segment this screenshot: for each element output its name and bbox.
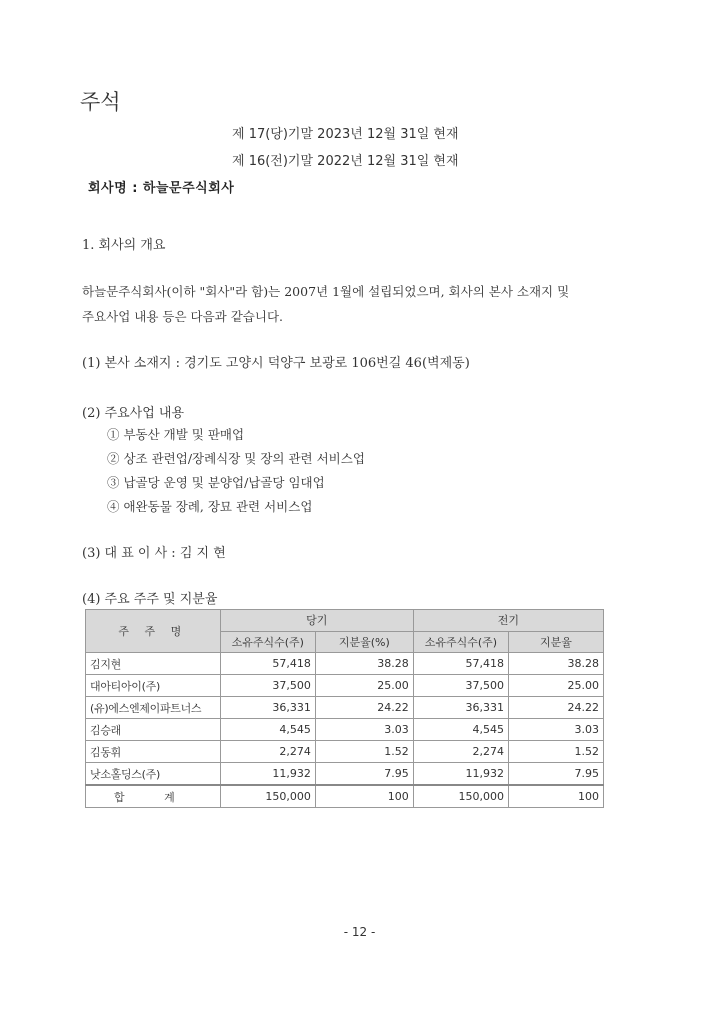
col-prior-ratio: 지분율 (509, 631, 604, 653)
current-ratio: 1.52 (315, 741, 413, 763)
table-row (86, 719, 604, 741)
prior-shares: 37,500 (413, 675, 508, 697)
total-prior-shares: 150,000 (413, 785, 508, 808)
current-ratio: 24.22 (315, 697, 413, 719)
shareholder-name: 김지현 (86, 653, 221, 675)
total-current-shares: 150,000 (220, 785, 315, 808)
total-label: 합 계 (86, 785, 221, 808)
shareholders-table (85, 609, 604, 808)
prior-shares: 11,932 (413, 763, 508, 786)
prior-ratio: 24.22 (509, 697, 604, 719)
table-row (86, 697, 604, 719)
prior-shares: 4,545 (413, 719, 508, 741)
shareholder-name: 대아티아이(주) (86, 675, 221, 697)
prior-ratio: 7.95 (509, 763, 604, 786)
table-row (86, 675, 604, 697)
prior-shares: 57,418 (413, 653, 508, 675)
headquarters-address: (1) 본사 소재지 : 경기도 고양시 덕양구 보광로 106번길 46(벽제동) (82, 356, 470, 371)
page-heading: 주석 (80, 90, 121, 114)
overview-paragraph (82, 279, 642, 329)
business-item: ② 상조 관련업/장례식장 및 장의 관련 서비스업 (107, 451, 365, 466)
business-list (107, 423, 365, 519)
current-shares: 11,932 (220, 763, 315, 786)
total-row (86, 785, 604, 808)
current-ratio: 3.03 (315, 719, 413, 741)
current-shares: 57,418 (220, 653, 315, 675)
overview-line-1: 하늘문주식회사(이하 "회사"라 함)는 2007년 1월에 설립되었으며, 회사의 본사 소재지 및 (82, 284, 570, 299)
current-ratio: 38.28 (315, 653, 413, 675)
current-ratio: 7.95 (315, 763, 413, 786)
shareholder-name: 김승래 (86, 719, 221, 741)
table-row (86, 741, 604, 763)
shareholder-name: 낫소홀딩스(주) (86, 763, 221, 786)
col-current-period: 당기 (220, 610, 413, 632)
prior-ratio: 1.52 (509, 741, 604, 763)
business-item: ④ 애완동물 장례, 장묘 관련 서비스업 (107, 499, 313, 514)
col-prior-period: 전기 (413, 610, 603, 632)
prior-shares: 36,331 (413, 697, 508, 719)
business-item: ③ 납골당 운영 및 분양업/납골당 임대업 (107, 475, 325, 490)
current-ratio: 25.00 (315, 675, 413, 697)
total-prior-ratio: 100 (509, 785, 604, 808)
business-title: (2) 주요사업 내용 (82, 406, 185, 421)
col-shareholder-name: 주 주 명 (86, 610, 221, 653)
company-name: 회사명 : 하늘문주식회사 (88, 181, 235, 196)
current-shares: 2,274 (220, 741, 315, 763)
shareholder-name: (유)에스엔제이파트너스 (86, 697, 221, 719)
shareholder-name: 김동휘 (86, 741, 221, 763)
current-shares: 36,331 (220, 697, 315, 719)
page-number: - 12 - (343, 925, 376, 939)
current-shares: 4,545 (220, 719, 315, 741)
current-shares: 37,500 (220, 675, 315, 697)
ceo-line: (3) 대 표 이 사 : 김 지 현 (82, 546, 226, 561)
current-period-line: 제 17(당)기말 2023년 12월 31일 현재 (232, 127, 459, 142)
col-prior-shares: 소유주식수(주) (413, 631, 508, 653)
table-row (86, 653, 604, 675)
prior-ratio: 38.28 (509, 653, 604, 675)
prior-ratio: 25.00 (509, 675, 604, 697)
prior-period-line: 제 16(전)기말 2022년 12월 31일 현재 (232, 154, 459, 169)
overview-line-2: 주요사업 내용 등은 다음과 같습니다. (82, 309, 283, 324)
col-current-shares: 소유주식수(주) (220, 631, 315, 653)
col-current-ratio: 지분율(%) (315, 631, 413, 653)
shareholders-title: (4) 주요 주주 및 지분율 (82, 592, 218, 607)
business-item: ① 부동산 개발 및 판매업 (107, 427, 245, 442)
prior-ratio: 3.03 (509, 719, 604, 741)
section-title: 1. 회사의 개요 (82, 238, 166, 253)
table-row (86, 763, 604, 786)
prior-shares: 2,274 (413, 741, 508, 763)
total-current-ratio: 100 (315, 785, 413, 808)
